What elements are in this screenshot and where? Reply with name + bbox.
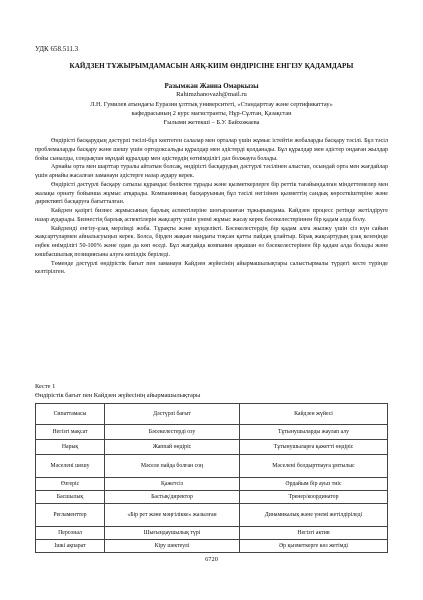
paragraph: Төменде дәстүрлі өндірістік бағыт пен заманауи Кайдзен жүйесінің айырмашылықтары салыстырмалы түрдегі кесте түрінде келтірілген. (35, 260, 388, 276)
table-cell: Ішкі ақпарат (36, 540, 105, 553)
table-label: Кесте 1 (35, 383, 56, 390)
table-cell: Әр қызметкерге көз жетімді (240, 540, 388, 553)
table-row (36, 491, 388, 504)
table-row (36, 455, 388, 478)
table-header-cell: Дәстүрлі бағыт (105, 404, 240, 425)
udk-code: УДК 658.511.3 (35, 45, 79, 53)
table-row (36, 440, 388, 455)
author-name: Разымжан Жанна Омаркызы (164, 82, 259, 90)
table-cell: Мәселе пайда болған соң (105, 455, 240, 478)
table-cell: Бәсекелестерді озу (105, 425, 240, 440)
table-row (36, 527, 388, 540)
body-text (35, 137, 388, 277)
comparison-table (35, 403, 388, 553)
table-cell: Мәселені болдыртпауға ұмтылыс (240, 455, 388, 478)
table-cell: Негізгі мақсат (36, 425, 105, 440)
table-row (36, 425, 388, 440)
table-cell: Кіру шектеулі (105, 540, 240, 553)
paragraph: Арнайы орта мен шарттар туралы айтатын болсақ, өндірісті басқарудың дәстүрлі тәсілінен алыстап, осындай орта мен жағдайлар үшін арнайы жасалған заманауи әдістерге назар аудару керек. (35, 164, 388, 179)
table-header-cell: Сипаттамасы (36, 404, 105, 425)
table-cell: Тренер/координатор (240, 491, 388, 504)
paragraph: Өндірісті басқарудың дәстүрлі тәсілі-бұл көптеген салалар мен орталар үшін жұмыс істейтін жобаларды басқару тәсілі. Бұл тәсіл проблемаларды басқару және шешу үшін ортодоксальды құралдар мен әдістерді қолданады. Бұл құралдар мен әдістер ондаған жылдар бойы сыналды, сондықтан мұндай құралдар мен әдістердің өзтиімділігі дәл болжауға болады. (35, 138, 388, 162)
table-cell: Әрдайым бір ауыз тиіс (240, 478, 388, 491)
table-caption: Өндірістік бағыт пен Кайдзен жүйесінің айырмашылықтары (35, 392, 201, 399)
table-cell: Қажетсіз (105, 478, 240, 491)
table-cell: Регламенттер (36, 504, 105, 527)
table-header-row (36, 404, 388, 425)
page-number: 6720 (205, 556, 218, 563)
paragraph: Өндірісті дәстүрлі басқару сатылы құрамдас бөліктен тұрады және қызметкерлерге бір реттік тағайындалған міндеттемелер мен жалақы орнату бойынша жұмыс атқарады. Компанияның басқаруының бұл тәсілі негізінен қызметтің сандық көрсеткіштеріне және директивті басқаруға бағытталған. (35, 181, 388, 206)
table-cell: Жаппай өндіріс (105, 440, 240, 455)
table-cell: Өзгеріс (36, 478, 105, 491)
affiliation (35, 100, 388, 127)
table-cell: Тұтынушыларды жаулап алу (240, 425, 388, 440)
paragraph: Кайдзен қазіргі бизнес жұмысының барлық аспектілеріне шоғырланған тұжырымдама. Кайдзен процесс ретінде жетілдіруге назар аударады. Бизнестің барлық аспектілерін жақсарту үшін үнемі жұмыс жасау керек бәсекелестеріннен бір қадам алда болу. (35, 208, 388, 223)
table-row (36, 540, 388, 553)
paper-title: КАЙДЗЕН ТҰЖЫРЫМДАМАСЫН АЯҚ-КИІМ ӨНДІРІСІНЕ ЕНГІЗУ ҚАДАМДАРЫ (69, 62, 354, 70)
table-cell: Тұтынушыларға қажетті өндіріс (240, 440, 388, 455)
table-cell: Негізгі актив (240, 527, 388, 540)
table-cell: «Бір рет және мәңгілікке» жазылған (105, 504, 240, 527)
affiliation-line: Ғылыми жетекші – Б.У. Байхожаева (163, 119, 260, 126)
affiliation-line: кафедрасының 2 курс магистранты, Нұр-Сұлтан, Қазақстан (131, 110, 292, 117)
table-cell: Персонал (36, 527, 105, 540)
table-cell: Бастық/директор (105, 491, 240, 504)
table-header-cell: Кайдзен жүйесі (240, 404, 388, 425)
paragraph: Кайдзенді енгізу-ұзақ мерзімді жоба. Тұрақты және күнделікті. Бәсекелестердің бір қадам алға жылжу үшін сіз күн сайын жақсартулармен айналысуыңыз керек. Болса, бірден жақын маңдағы тоқсан қатты пайдаң ұлайтыр. Бірақ жақсартудың ұзақ кезеңінде еңбек өнімділігі 50-100% және одан да көп өседі. Бұл жағдайда компания әрқашан өз бәсекелестерінен бір қадам алда болады және көшбасшылық позициясына алуға кепілдік беріледі. (35, 225, 388, 258)
table-row (36, 478, 388, 491)
table-cell: Басшылық (36, 491, 105, 504)
table-cell: Динамикалық және үнемі жетілдіріледі (240, 504, 388, 527)
table-row (36, 504, 388, 527)
author-email: Rahimzhanovazh@mail.ru (176, 91, 247, 98)
table-cell: Шығындаушылық түрі (105, 527, 240, 540)
table-cell: Мәселені шешу (36, 455, 105, 478)
affiliation-line: Л.Н. Гумилев атындағы Еуразия ұлттық университеті, «Стандарттау және сертификаттау» (90, 101, 333, 108)
table-cell: Нарық (36, 440, 105, 455)
